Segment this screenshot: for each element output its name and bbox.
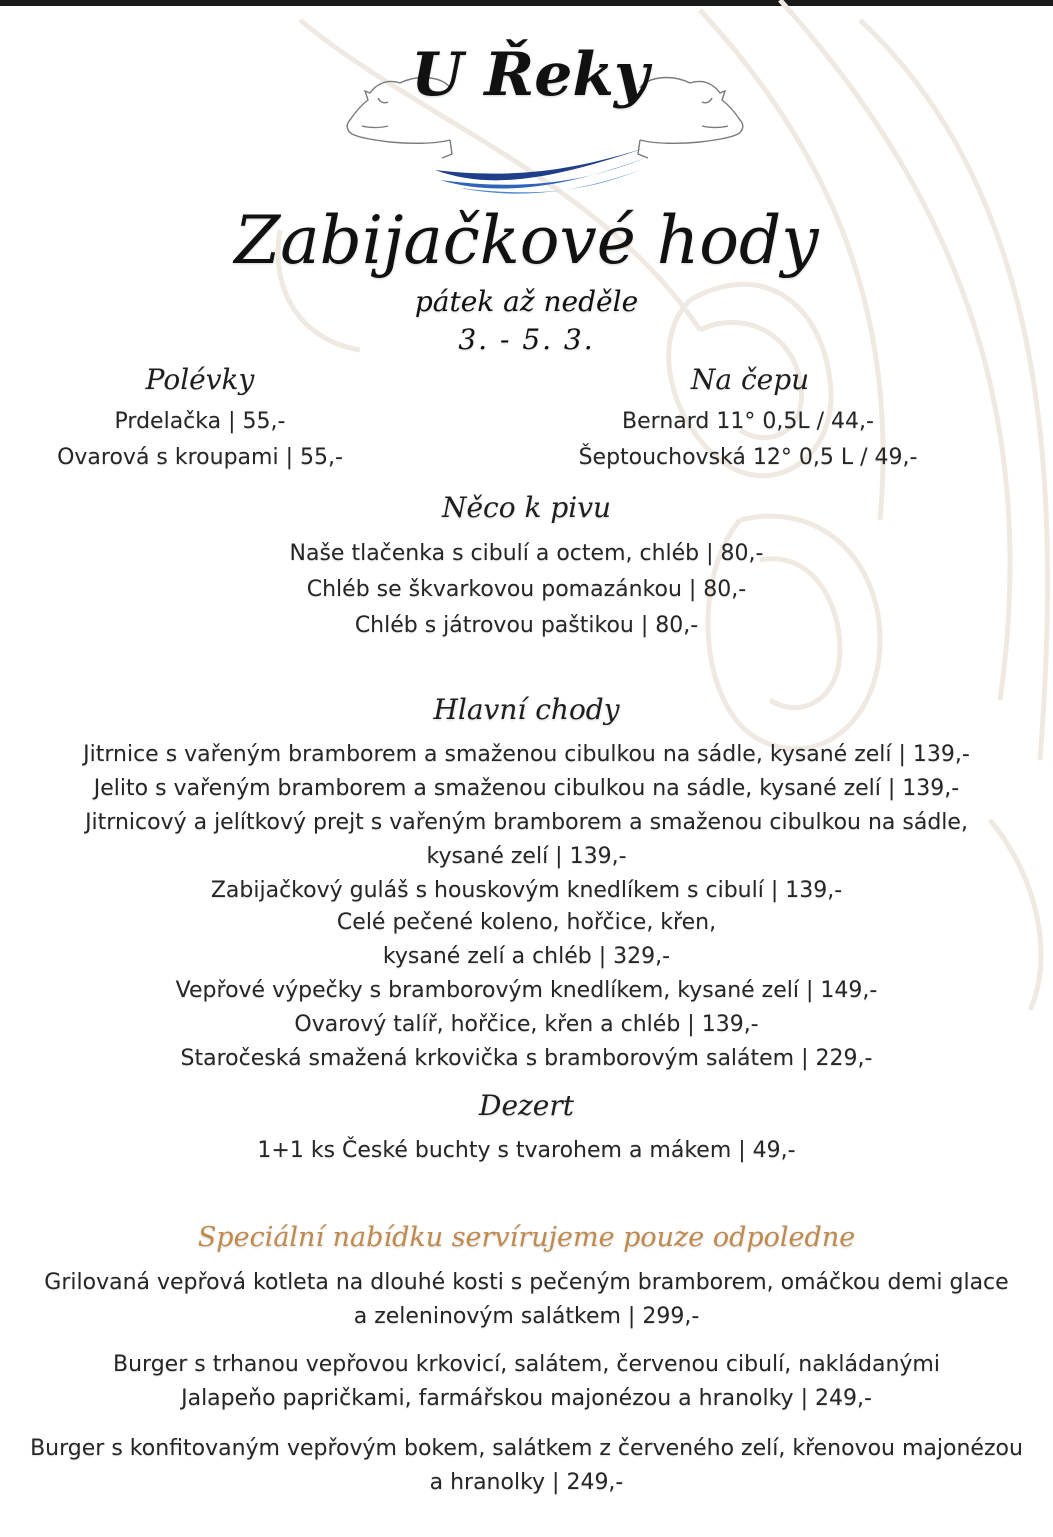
- menu-item: Burger s konfitovaným vepřovým bokem, salátkem z červeného zelí, křenovou majonézou: [30, 1436, 1023, 1461]
- menu-item: Ovarová s kroupami | 55,-: [57, 445, 343, 470]
- menu-item: Jitrnicový a jelítkový prejt s vařeným bramborem a smaženou cibulkou na sádle,: [85, 810, 968, 835]
- dessert-heading: Dezert: [479, 1089, 574, 1122]
- menu-item: Chléb s játrovou paštikou | 80,-: [354, 613, 699, 638]
- beer-heading: Na čepu: [690, 363, 810, 396]
- menu-item: Burger s trhanou vepřovou krkovicí, salátem, červenou cibulí, nakládanými: [113, 1352, 940, 1377]
- snacks-heading: Něco k pivu: [441, 491, 612, 524]
- logo-text: U Řeky: [411, 40, 649, 110]
- menu-item: Zabijačkový guláš s houskovým knedlíkem s cibulí | 139,-: [210, 878, 843, 903]
- page-title: Zabijačkové hody: [234, 202, 819, 279]
- menu-item: Bernard 11° 0,5L / 44,-: [622, 409, 874, 434]
- menu-item: Staročeská smažená krkovička s bramborovým salátem | 229,-: [180, 1046, 873, 1071]
- menu-item: a hranolky | 249,-: [429, 1470, 624, 1495]
- menu-item: Ovarový talíř, hořčice, křen a chléb | 139,-: [294, 1012, 759, 1037]
- menu-item: a zeleninovým salátkem | 299,-: [353, 1304, 700, 1329]
- menu-item: Vepřové výpečky s bramborovým knedlíkem, kysané zelí | 149,-: [175, 978, 878, 1003]
- soups-heading: Polévky: [145, 363, 255, 396]
- special-heading: Speciální nabídku servírujeme pouze odpoledne: [197, 1222, 856, 1253]
- menu-item: Šeptouchovská 12° 0,5 L / 49,-: [578, 445, 918, 470]
- menu-item: 1+1 ks České buchty s tvarohem a mákem | 49,-: [257, 1138, 796, 1163]
- menu-item: kysané zelí a chléb | 329,-: [382, 944, 671, 969]
- mains-heading: Hlavní chody: [433, 693, 620, 726]
- menu-item: kysané zelí | 139,-: [426, 844, 627, 869]
- event-days: pátek až neděle: [414, 285, 639, 318]
- menu-item: Grilovaná vepřová kotleta na dlouhé kosti s pečeným bramborem, omáčkou demi glace: [44, 1270, 1009, 1295]
- river-wave-icon: [430, 140, 650, 196]
- menu-item: Celé pečené koleno, hořčice, křen,: [336, 910, 717, 935]
- menu-item: Jelito s vařeným bramborem a smaženou cibulkou na sádle, kysané zelí | 139,-: [93, 776, 960, 801]
- menu-item: Naše tlačenka s cibulí a octem, chléb | 80,-: [289, 541, 764, 566]
- menu-item: Jitrnice s vařeným bramborem a smaženou cibulkou na sádle, kysané zelí | 139,-: [83, 742, 970, 767]
- menu-item: Prdelačka | 55,-: [114, 409, 286, 434]
- menu-item: Jalapeňo papričkami, farmářskou majonézou a hranolky | 249,-: [181, 1386, 872, 1411]
- menu-item: Chléb se škvarkovou pomazánkou | 80,-: [306, 577, 747, 602]
- event-dates: 3. - 5. 3.: [458, 323, 595, 356]
